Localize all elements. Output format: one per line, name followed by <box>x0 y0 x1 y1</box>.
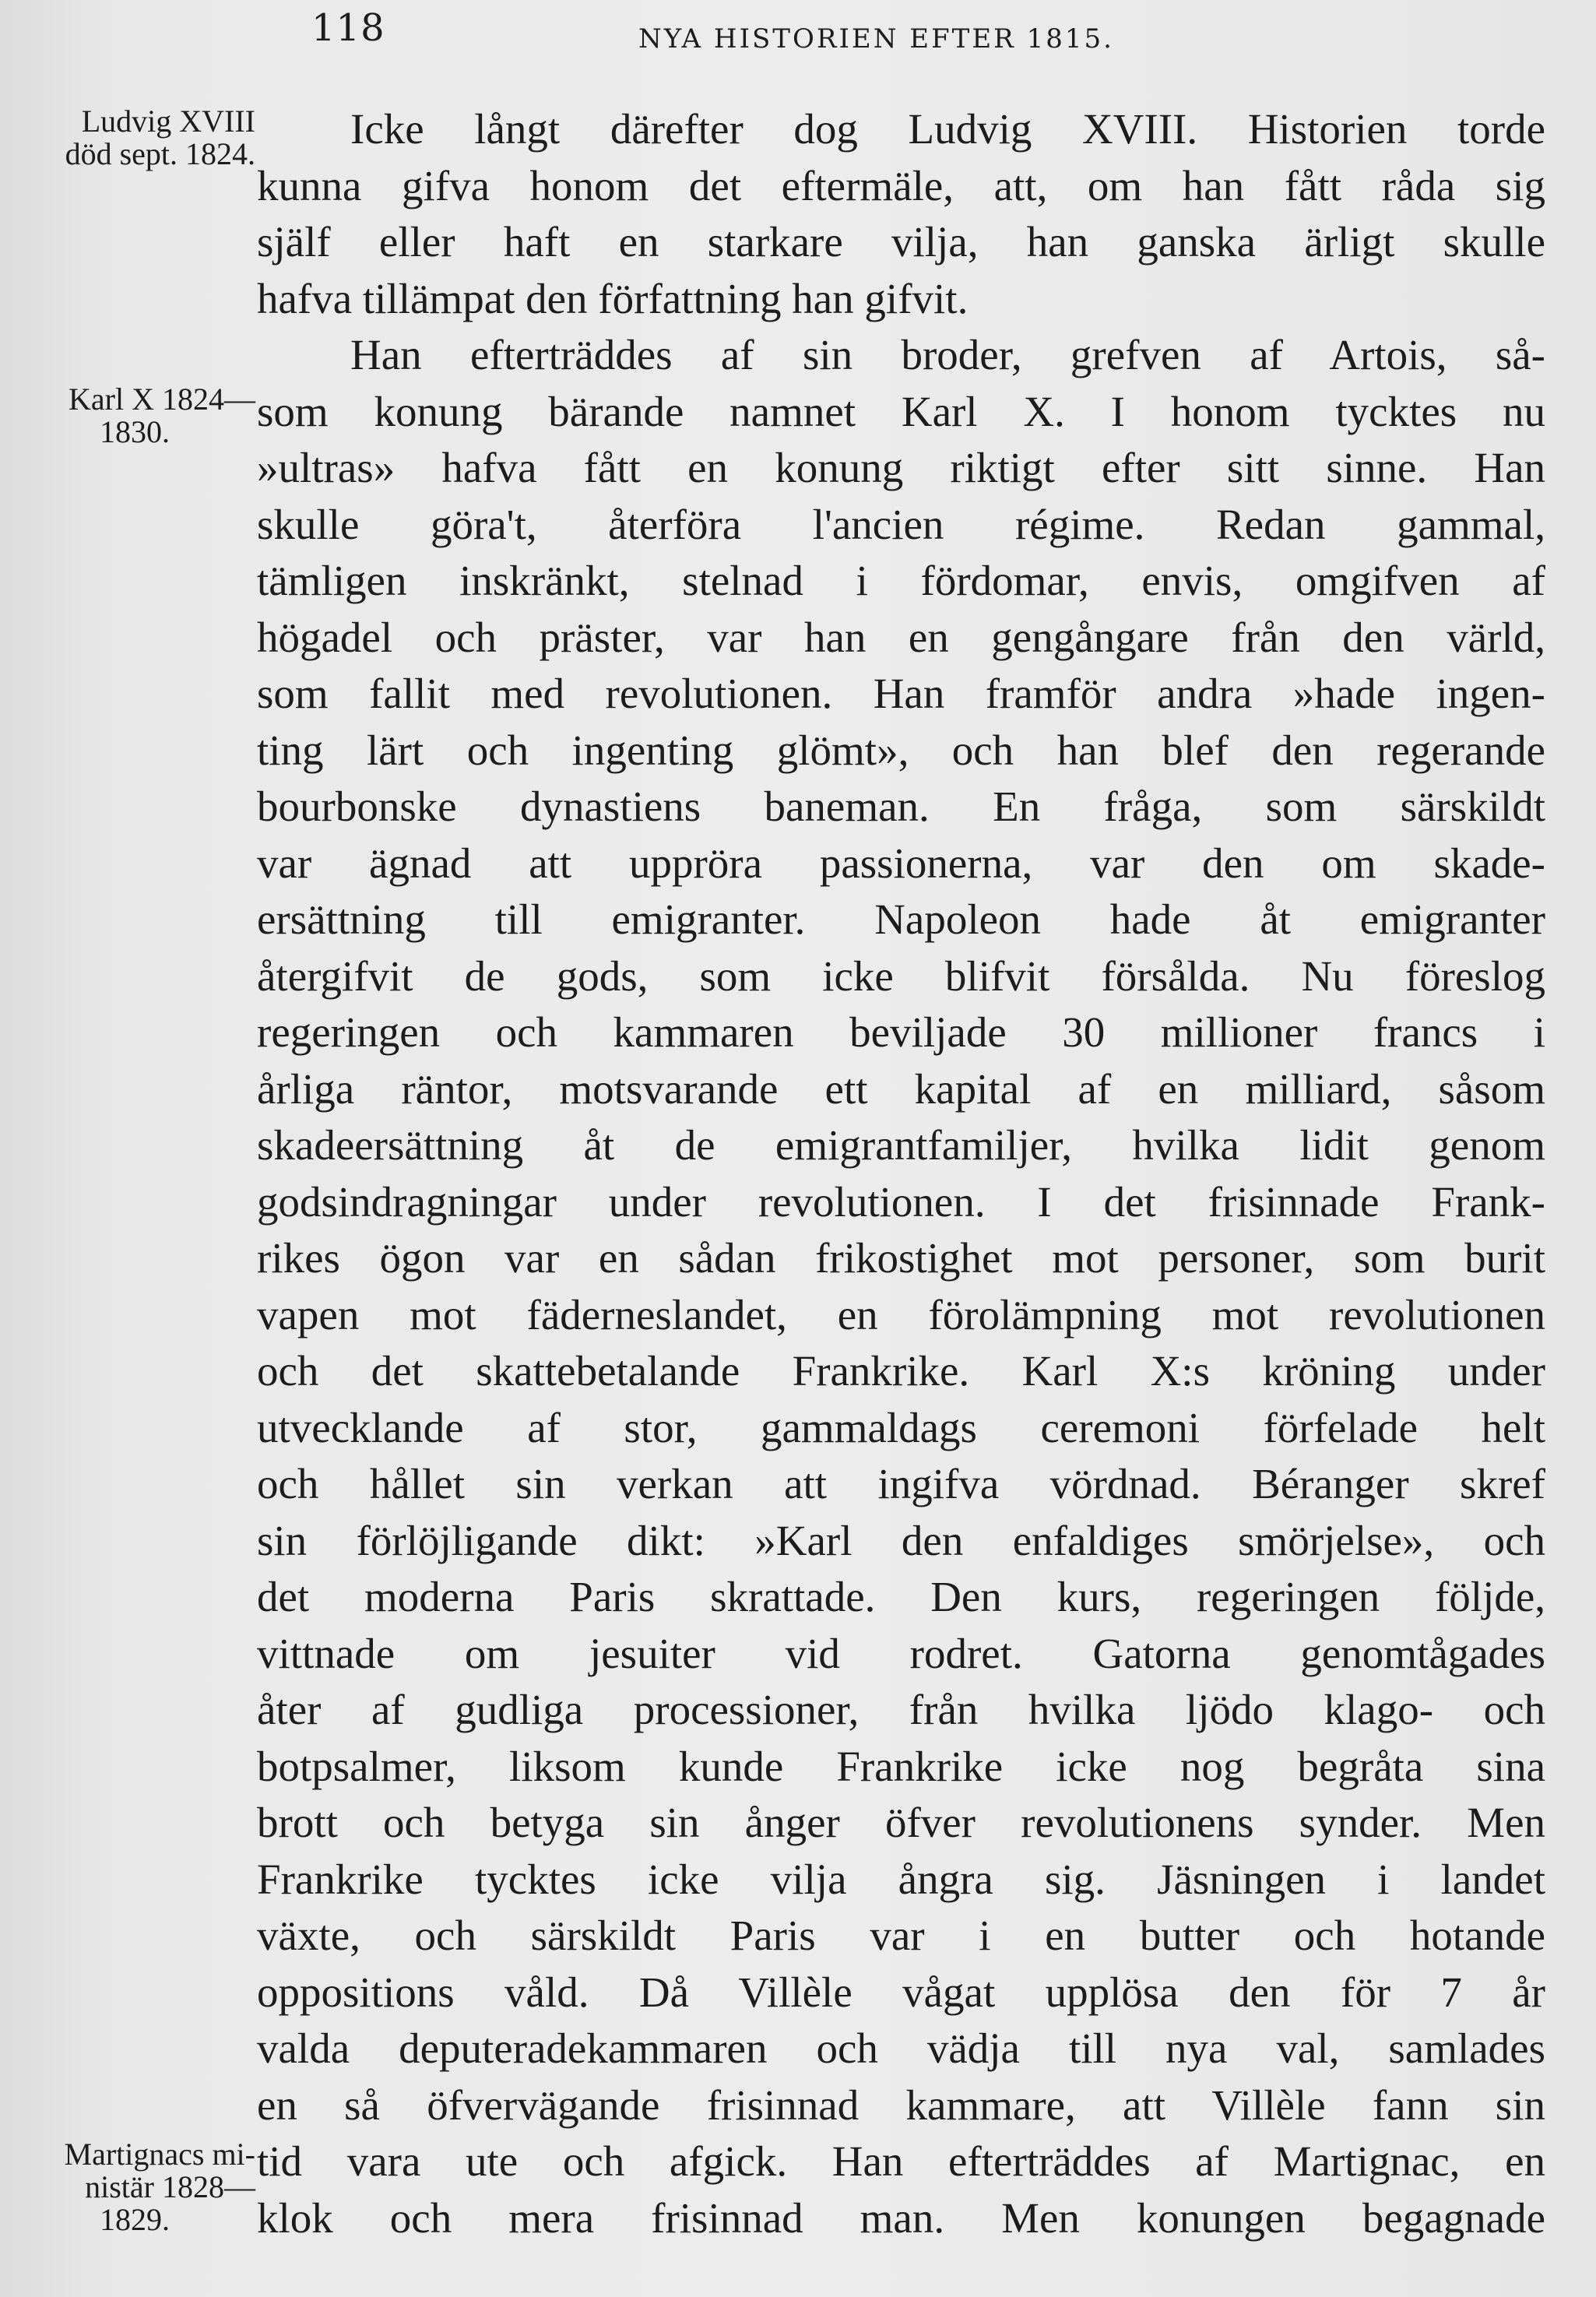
margin-note-line: Ludvig XVIII <box>81 104 255 139</box>
page-header <box>311 6 1183 61</box>
text-line: Icke långt därefter dog Ludvig XVIII. Historien torde <box>350 105 1545 153</box>
body-text <box>257 101 1545 2246</box>
text-line: var ägnad att uppröra passionerna, var den om skade- <box>257 839 1545 887</box>
page-number: 118 <box>311 6 385 50</box>
margin-note-line: 1830. <box>100 414 170 449</box>
text-line: klok och mera frisinnad man. Men konungen begagnade <box>257 2193 1545 2242</box>
text-line: årliga räntor, motsvarande ett kapital af en milliard, såsom <box>257 1064 1545 1113</box>
text-line: utvecklande af stor, gammaldags ceremoni förfelade helt <box>257 1403 1545 1451</box>
text-line: högadel och präster, var han en gengångare från den värld, <box>257 613 1545 661</box>
text-line: bourbonske dynastiens baneman. En fråga, som särskildt <box>257 783 1545 830</box>
margin-note-line: Karl X 1824— <box>69 382 255 417</box>
text-line: »ultras» hafva fått en konung riktigt efter sitt sinne. Han <box>257 444 1545 491</box>
margin-note-line: nistär 1828— <box>85 2169 255 2204</box>
text-line: skadeersättning åt de emigrantfamiljer, hvilka lidit genom <box>257 1121 1545 1169</box>
text-line: som konung bärande namnet Karl X. I honom tycktes nu <box>257 387 1545 435</box>
margin-note-line: död sept. 1824. <box>65 136 255 171</box>
text-line: valda deputeradekammaren och vädja till nya val, samlades <box>257 2024 1545 2072</box>
margin-note-line: 1829. <box>100 2202 170 2237</box>
text-line: vapen mot fäderneslandet, en förolämpning mot revolutionen <box>257 1290 1545 1338</box>
text-line: skulle göra't, återföra l'ancien régime. Redan gammal, <box>257 500 1545 548</box>
text-line: tämligen inskränkt, stelnad i fördomar, envis, omgifven af <box>257 557 1545 604</box>
margin-note-karl <box>14 383 255 448</box>
margin-notes <box>14 0 255 2297</box>
text-line: ting lärt och ingenting glömt», och han blef den regerande <box>257 726 1545 774</box>
text-line: oppositions våld. Då Villèle vågat upplösa den för 7 år <box>257 1968 1545 2016</box>
margin-note-line: Martignacs mi- <box>64 2137 255 2172</box>
text-line: vittnade om jesuiter vid rodret. Gatorna genomtågades <box>257 1629 1545 1677</box>
text-line: kunna gifva honom det eftermäle, att, om han fått råda sig <box>257 161 1545 209</box>
text-line: tid vara ute och afgick. Han efterträddes af Martignac, en <box>257 2137 1545 2185</box>
text-line: och hållet sin verkan att ingifva vördnad. Béranger skref <box>257 1460 1545 1507</box>
margin-note-ludvig <box>14 105 255 171</box>
text-line: ersättning till emigranter. Napoleon hade åt emigranter <box>257 895 1545 943</box>
text-line: som fallit med revolutionen. Han framför andra »hade ingen- <box>257 670 1545 717</box>
text-line: rikes ögon var en sådan frikostighet mot personer, som burit <box>257 1234 1545 1282</box>
text-line: Frankrike tycktes icke vilja ångra sig. Jäsningen i landet <box>257 1855 1545 1903</box>
text-line: botpsalmer, liksom kunde Frankrike icke nog begråta sina <box>257 1742 1545 1790</box>
text-line: en så öfvervägande frisinnad kammare, att Villèle fann sin <box>257 2081 1545 2129</box>
text-line: växte, och särskildt Paris var i en butter och hotande <box>257 1912 1545 1959</box>
text-line: själf eller haft en starkare vilja, han ganska ärligt skulle <box>257 218 1545 266</box>
text-line: och det skattebetalande Frankrike. Karl X:s kröning under <box>257 1347 1545 1395</box>
margin-note-martignac <box>14 2138 255 2236</box>
text-line: Han efterträddes af sin broder, grefven af Artois, så- <box>350 331 1545 378</box>
text-line: godsindragningar under revolutionen. I det frisinnade Frank- <box>257 1177 1545 1226</box>
text-line: brott och betyga sin ånger öfver revolutionens synder. Men <box>257 1799 1545 1846</box>
text-line: hafva tillämpat den författning han gifvit. <box>257 274 968 322</box>
running-title: NYA HISTORIEN EFTER 1815. <box>638 23 1114 55</box>
text-line: återgifvit de gods, som icke blifvit försålda. Nu föreslog <box>257 952 1545 1000</box>
text-line: det moderna Paris skrattade. Den kurs, regeringen följde, <box>257 1573 1545 1620</box>
text-line: sin förlöjligande dikt: »Karl den enfaldiges smörjelse», och <box>257 1516 1545 1564</box>
text-line: åter af gudliga processioner, från hvilka ljödo klago- och <box>257 1686 1545 1733</box>
text-line: regeringen och kammaren beviljade 30 millioner francs i <box>257 1008 1545 1056</box>
